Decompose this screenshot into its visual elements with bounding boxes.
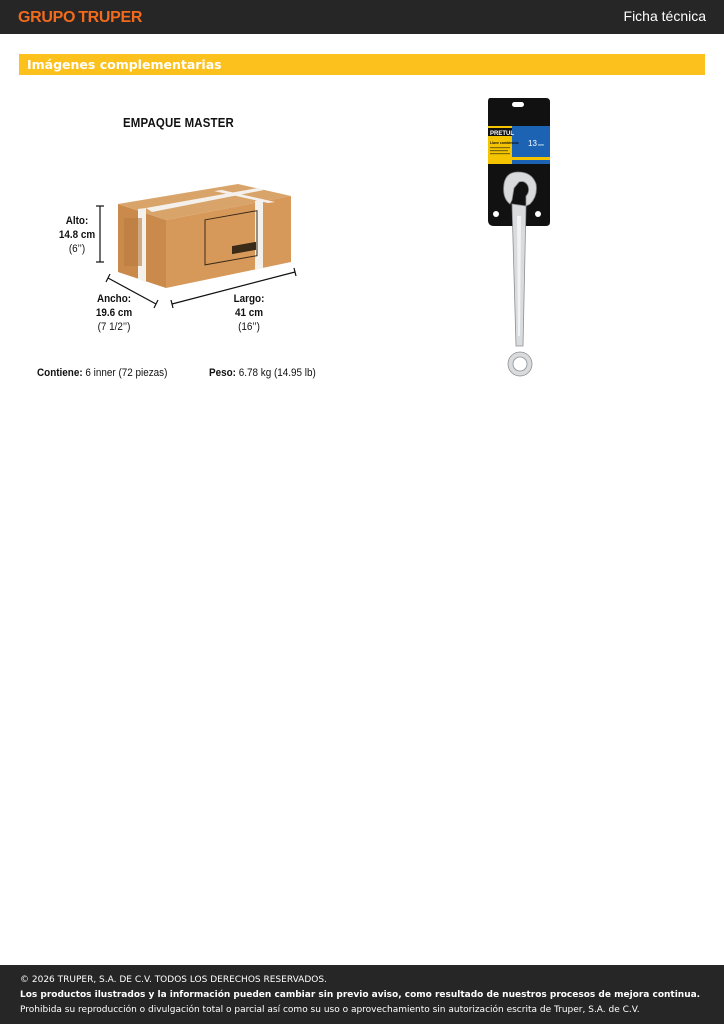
dimension-ancho xyxy=(89,292,139,334)
peso-info xyxy=(209,367,316,379)
alto-in: (6’’) xyxy=(68,243,86,255)
footer-prohibition: Prohibida su reproducción o divulgación total o parcial así como su uso o aprovechamiento sin autorización escrita de Truper, S.A. de C.V. xyxy=(20,1005,640,1015)
alto-cm: 14.8 cm xyxy=(58,229,96,241)
contiene-label: Contiene: xyxy=(37,367,83,379)
largo-in: (16’’) xyxy=(238,321,260,333)
contiene-info xyxy=(37,367,167,379)
ancho-in: (7 1/2’’) xyxy=(97,321,131,333)
peso-label: Peso: xyxy=(209,367,236,379)
contiene-value: 6 inner (72 piezas) xyxy=(85,367,168,379)
footer-notice: Los productos ilustrados y la información pueden cambiar sin previo aviso, como resultado de nuestros procesos de mejora continua. xyxy=(20,990,701,1000)
footer-copyright: © 2026 TRUPER, S.A. DE C.V. TODOS LOS DERECHOS RESERVADOS. xyxy=(20,975,327,985)
dimension-largo xyxy=(223,292,275,334)
logo-word-truper: TRUPER xyxy=(78,9,143,26)
largo-cm: 41 cm xyxy=(234,307,264,319)
card-size: 13 xyxy=(528,139,537,148)
card-brand: PRETUL xyxy=(490,131,514,137)
combination-wrench-image xyxy=(484,96,554,386)
dimension-alto xyxy=(53,214,102,256)
peso-value: 6.78 kg (14.95 lb) xyxy=(238,367,316,379)
ancho-label: Ancho: xyxy=(96,293,132,305)
master-pack-title: EMPAQUE MASTER xyxy=(123,115,234,130)
alto-label: Alto: xyxy=(65,215,89,227)
logo-word-grupo: GRUPO xyxy=(18,9,76,26)
largo-label: Largo: xyxy=(233,293,265,305)
ancho-cm: 19.6 cm xyxy=(95,307,133,319)
section-title: Imágenes complementarias xyxy=(27,57,222,72)
master-box-illustration xyxy=(0,0,724,420)
page-title: Ficha técnica xyxy=(623,8,706,24)
card-product-name: Llave combinada xyxy=(490,141,519,145)
card-size-unit: mm xyxy=(538,143,544,147)
footer xyxy=(0,965,724,1024)
